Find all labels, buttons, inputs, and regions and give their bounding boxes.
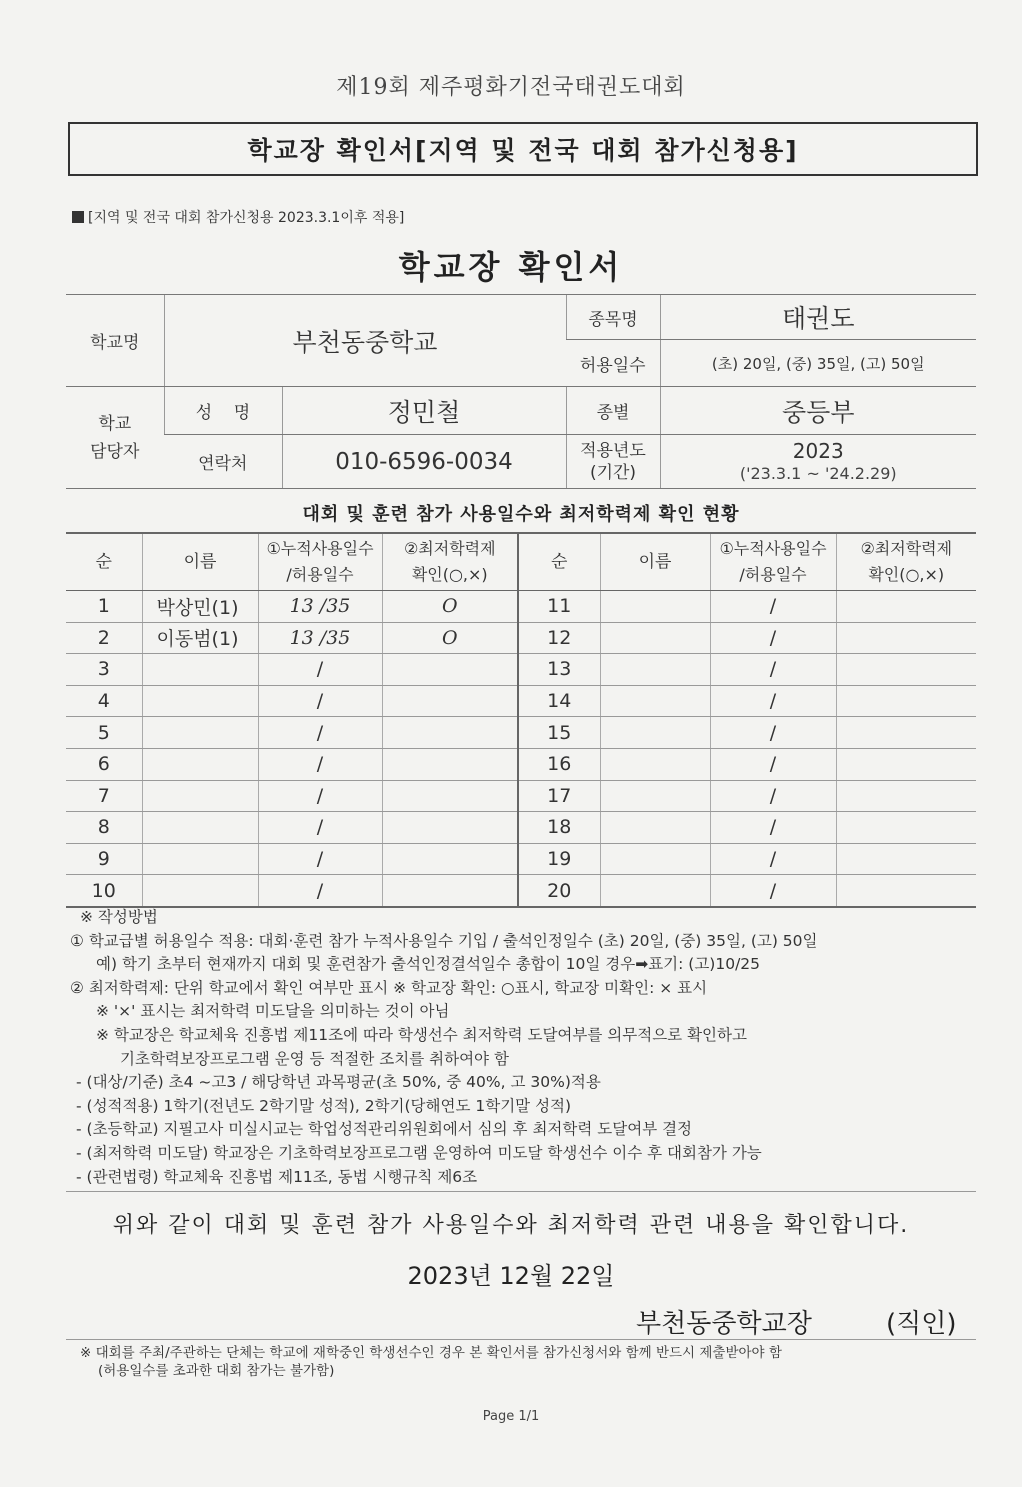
participant-name: [600, 748, 710, 780]
participant-name: [142, 717, 258, 749]
principal-signature: 부천동중학교장: [636, 1309, 812, 1339]
table-row: [66, 812, 976, 844]
instruction-line: ※ 학교장은 학교체육 진흥법 제11조에 따라 학생선수 최저학력 도달여부를 의무적으로 확인하고: [96, 1025, 747, 1044]
info-table: [66, 294, 976, 489]
row-number: 18: [518, 812, 600, 844]
row-number: 15: [518, 717, 600, 749]
allowed-days-value: (초) 20일, (중) 35일, (고) 50일: [660, 340, 976, 387]
year-value: 2023: [792, 438, 844, 463]
table-row: [66, 843, 976, 875]
days-used: /: [258, 748, 382, 780]
divider: [66, 1339, 976, 1340]
days-used: /: [710, 622, 836, 654]
instruction-line: ※ '×' 표시는 최저학력 미도달을 의미하는 것이 아님: [96, 1002, 450, 1021]
header-no: 순: [518, 533, 600, 591]
days-used: /: [710, 875, 836, 907]
row-number: 3: [66, 654, 142, 686]
contact-person-label: 학교 담당자: [66, 387, 164, 489]
info-row: [66, 295, 976, 340]
instructions: [70, 906, 970, 1189]
academic-check: [836, 843, 976, 875]
days-used: /: [710, 812, 836, 844]
participant-name: [600, 843, 710, 875]
event-label: 종목명: [566, 295, 660, 340]
row-number: 9: [66, 843, 142, 875]
footnote-line: (허용일수를 초과한 대회 참가는 불가함): [98, 1363, 335, 1379]
row-number: 8: [66, 812, 142, 844]
header-name: 이름: [600, 533, 710, 591]
period-value: ('23.3.1 ~ '24.2.29): [739, 463, 897, 483]
row-number: 11: [518, 591, 600, 623]
school-value: 부천동중학교: [164, 295, 566, 387]
participant-name: 이동범(1): [142, 622, 258, 654]
official-seal: (직인): [886, 1309, 957, 1339]
academic-check: [382, 748, 518, 780]
header-no: 순: [66, 533, 142, 591]
academic-check: [382, 780, 518, 812]
participant-name: [142, 748, 258, 780]
table-row: [66, 780, 976, 812]
year-cell: [660, 435, 976, 489]
academic-check: [382, 654, 518, 686]
page-number: Page 1/1: [482, 1409, 540, 1424]
academic-check: [836, 717, 976, 749]
instruction-line: - (최저학력 미도달) 학교장은 기초학력보장프로그램 운영하여 미도달 학생선수 이수 후 대회참가 가능: [76, 1143, 762, 1162]
allowed-days-label: 허용일수: [566, 340, 660, 387]
event-title: 제19회 제주평화기전국태권도대회: [336, 75, 686, 100]
participant-name: [142, 812, 258, 844]
instructions-title: ※ 작성방법: [80, 908, 158, 926]
instruction-line: - (성적적용) 1학기(전년도 2학기말 성적), 2학기(당해연도 1학기말 성적): [76, 1096, 572, 1115]
category-value: 중등부: [660, 387, 976, 435]
info-row: [66, 387, 976, 435]
academic-check: [836, 748, 976, 780]
applicability-note-text: [지역 및 전국 대회 참가신청용 2023.3.1이후 적용]: [88, 210, 405, 226]
academic-check: [836, 685, 976, 717]
instruction-line: 예) 학기 초부터 현재까지 대회 및 훈련참가 출석인정결석일수 총합이 10일 경우➡표기: (고)10/25: [96, 955, 761, 974]
participant-name: [600, 591, 710, 623]
confirmation-statement: 위와 같이 대회 및 훈련 참가 사용일수와 최저학력 관련 내용을 확인합니다.: [112, 1213, 910, 1238]
days-used: /: [710, 780, 836, 812]
footnote: [80, 1344, 782, 1380]
participant-name: [600, 780, 710, 812]
days-used: /: [258, 780, 382, 812]
academic-check: [836, 780, 976, 812]
days-used: 13 /35: [258, 591, 382, 623]
participant-name: [142, 780, 258, 812]
days-used: /: [710, 717, 836, 749]
instruction-line: - (대상/기준) 초4 ~고3 / 해당학년 과목평균(초 50%, 중 40%, 고 30%)적용: [76, 1073, 601, 1092]
participant-name: 박상민(1): [142, 591, 258, 623]
row-number: 4: [66, 685, 142, 717]
row-number: 13: [518, 654, 600, 686]
year-label: 적용년도 (기간): [566, 435, 660, 489]
name-label: 성 명: [164, 387, 282, 435]
days-used: /: [710, 748, 836, 780]
participant-name: [600, 717, 710, 749]
participant-table: [66, 532, 976, 908]
header-name: 이름: [142, 533, 258, 591]
days-used: /: [710, 591, 836, 623]
category-label: 종별: [566, 387, 660, 435]
days-used: /: [258, 875, 382, 907]
participant-header-row: [66, 533, 976, 591]
days-used: 13 /35: [258, 622, 382, 654]
square-bullet-icon: [72, 211, 84, 223]
academic-check: [382, 717, 518, 749]
academic-check: [836, 591, 976, 623]
row-number: 2: [66, 622, 142, 654]
academic-check: [836, 622, 976, 654]
participant-name: [600, 685, 710, 717]
table-row: [66, 685, 976, 717]
academic-check: [836, 654, 976, 686]
header-academic: ②최저학력제 확인(○,×): [836, 533, 976, 591]
document-title-box: 학교장 확인서[지역 및 전국 대회 참가신청용]: [68, 122, 978, 176]
days-used: /: [258, 812, 382, 844]
header-days: ①누적사용일수 /허용일수: [710, 533, 836, 591]
academic-check: [382, 685, 518, 717]
participant-name: [142, 654, 258, 686]
row-number: 10: [66, 875, 142, 907]
table-row: [66, 622, 976, 654]
header-academic: ②최저학력제 확인(○,×): [382, 533, 518, 591]
info-row: [66, 435, 976, 489]
participant-name: [600, 812, 710, 844]
table-row: [66, 875, 976, 907]
row-number: 12: [518, 622, 600, 654]
row-number: 19: [518, 843, 600, 875]
participant-name: [600, 654, 710, 686]
school-label: 학교명: [66, 295, 164, 387]
name-value: 정민철: [282, 387, 566, 435]
main-title: 학교장 확인서: [398, 248, 624, 286]
academic-check: [382, 843, 518, 875]
days-used: /: [258, 717, 382, 749]
academic-check: [382, 812, 518, 844]
issue-date: 2023년 12월 22일: [407, 1262, 615, 1290]
days-used: /: [710, 843, 836, 875]
row-number: 7: [66, 780, 142, 812]
days-used: /: [710, 685, 836, 717]
row-number: 5: [66, 717, 142, 749]
instruction-line: ② 최저학력제: 단위 학교에서 확인 여부만 표시 ※ 학교장 확인: ○표시, 학교장 미확인: × 표시: [70, 978, 708, 997]
row-number: 14: [518, 685, 600, 717]
event-value: 태권도: [660, 295, 976, 340]
phone-label: 연락처: [164, 435, 282, 489]
row-number: 17: [518, 780, 600, 812]
participant-name: [600, 875, 710, 907]
divider: [66, 1191, 976, 1192]
instruction-line: - (초등학교) 지필고사 미실시교는 학업성적관리위원회에서 심의 후 최저학력 도달여부 결정: [76, 1120, 693, 1139]
table-row: [66, 591, 976, 623]
academic-check: [836, 875, 976, 907]
participant-name: [600, 622, 710, 654]
academic-check: O: [382, 622, 518, 654]
table-row: [66, 654, 976, 686]
days-used: /: [258, 843, 382, 875]
academic-check: O: [382, 591, 518, 623]
days-used: /: [710, 654, 836, 686]
row-number: 6: [66, 748, 142, 780]
participant-name: [142, 843, 258, 875]
academic-check: [382, 875, 518, 907]
instruction-line: ① 학교급별 허용일수 적용: 대회·훈련 참가 누적사용일수 기입 / 출석인정일수 (초) 20일, (중) 35일, (고) 50일: [70, 931, 818, 950]
days-used: /: [258, 685, 382, 717]
instruction-line: - (관련법령) 학교체육 진흥법 제11조, 동법 시행규칙 제6조: [76, 1167, 478, 1186]
section-heading: 대회 및 훈련 참가 사용일수와 최저학력제 확인 현황: [302, 504, 740, 525]
academic-check: [836, 812, 976, 844]
row-number: 20: [518, 875, 600, 907]
row-number: 1: [66, 591, 142, 623]
footnote-line: ※ 대회를 주최/주관하는 단체는 학교에 재학중인 학생선수인 경우 본 확인서를 참가신청서와 함께 반드시 제출받아야 함: [80, 1345, 782, 1361]
applicability-note: [72, 207, 404, 227]
participant-name: [142, 875, 258, 907]
instruction-line: 기초학력보장프로그램 운영 등 적절한 조치를 취하여야 함: [120, 1049, 509, 1068]
table-row: [66, 748, 976, 780]
days-used: /: [258, 654, 382, 686]
header-days: ①누적사용일수 /허용일수: [258, 533, 382, 591]
participant-name: [142, 685, 258, 717]
table-row: [66, 717, 976, 749]
row-number: 16: [518, 748, 600, 780]
phone-value: 010-6596-0034: [282, 435, 566, 489]
